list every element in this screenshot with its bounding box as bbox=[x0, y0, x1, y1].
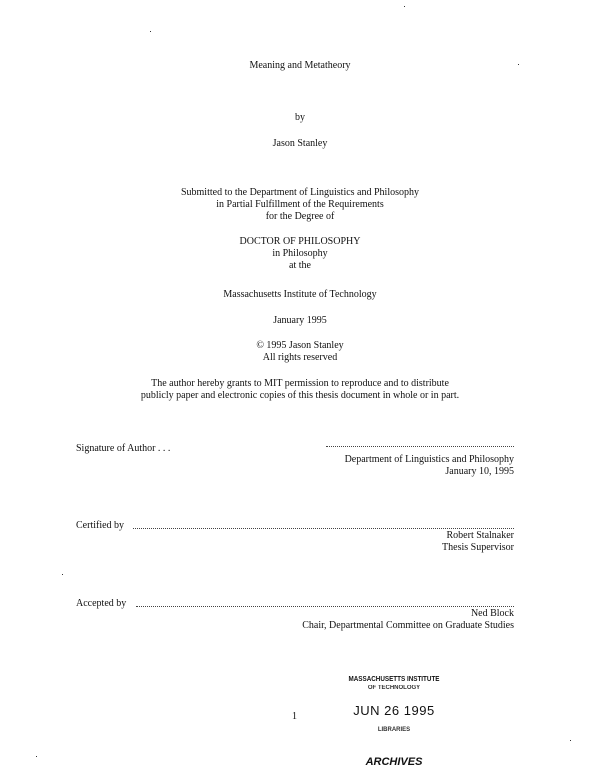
stamp-archives: ARCHIVES bbox=[365, 756, 423, 768]
thesis-title: Meaning and Metatheory bbox=[249, 60, 351, 71]
certified-label: Certified by bbox=[76, 520, 125, 531]
by-label: by bbox=[295, 112, 305, 123]
permission-line-2: publicly paper and electronic copies of this thesis document in whole or in part. bbox=[140, 390, 460, 401]
author-name: Jason Stanley bbox=[272, 138, 328, 149]
degree-name: DOCTOR OF PHILOSOPHY bbox=[239, 236, 361, 247]
submission-line-1: Submitted to the Department of Linguistics and Philosophy bbox=[180, 187, 420, 198]
signature-author-label: Signature of Author . . . bbox=[76, 443, 171, 454]
institution: Massachusetts Institute of Technology bbox=[223, 289, 377, 300]
signature-author-date: January 10, 1995 bbox=[445, 466, 514, 477]
stamp-libraries: LIBRARIES bbox=[377, 727, 411, 733]
stamp-tech: OF TECHNOLOGY bbox=[367, 685, 421, 690]
stamp-institute: MASSACHUSETTS INSTITUTE bbox=[348, 676, 440, 683]
submission-line-3: for the Degree of bbox=[265, 211, 335, 222]
accepted-line bbox=[136, 606, 514, 607]
degree-at: at the bbox=[289, 260, 311, 271]
accepted-role: Chair, Departmental Committee on Graduate Studies bbox=[302, 620, 514, 631]
certified-name: Robert Stalnaker bbox=[446, 530, 514, 541]
signature-author-dept: Department of Linguistics and Philosophy bbox=[344, 454, 514, 465]
certified-role: Thesis Supervisor bbox=[442, 542, 514, 553]
thesis-date: January 1995 bbox=[273, 315, 327, 326]
copyright-line-2: All rights reserved bbox=[262, 352, 338, 363]
copyright-line-1: © 1995 Jason Stanley bbox=[256, 340, 344, 351]
page-number: 1 bbox=[292, 711, 297, 722]
stamp-date: JUN 26 1995 bbox=[353, 703, 435, 718]
submission-line-2: in Partial Fulfillment of the Requirements bbox=[216, 199, 384, 210]
permission-line-1: The author hereby grants to MIT permission to reproduce and to distribute bbox=[151, 378, 449, 389]
signature-author-line bbox=[326, 446, 514, 447]
accepted-label: Accepted by bbox=[76, 598, 127, 609]
degree-field: in Philosophy bbox=[272, 248, 328, 259]
certified-line bbox=[133, 528, 514, 529]
accepted-name: Ned Block bbox=[470, 608, 514, 619]
